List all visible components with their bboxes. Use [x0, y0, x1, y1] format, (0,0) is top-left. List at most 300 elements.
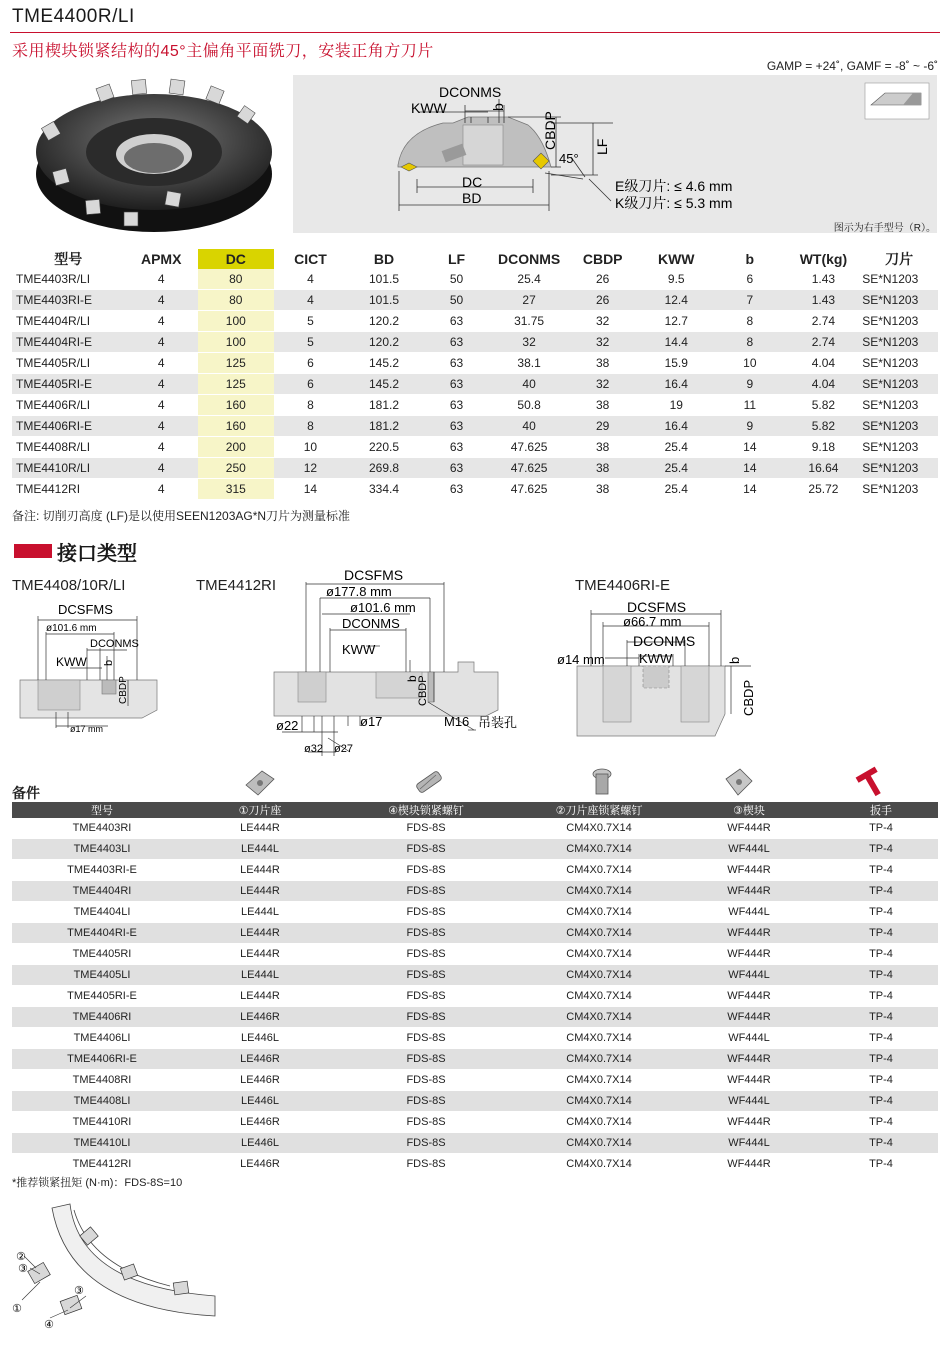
spec-cell: 50 [421, 269, 493, 290]
spec-cell: 50 [421, 290, 493, 311]
spares-table-row [12, 1112, 938, 1133]
interface-section-title: 接口类型 [57, 543, 137, 565]
spec-cell: 12 [274, 458, 348, 479]
page-title: TME4400R/LI [12, 6, 135, 27]
interface-label-2: TME4412RI [196, 577, 277, 594]
spares-cell: WF444L [674, 1091, 824, 1112]
spec-table-row [12, 395, 938, 416]
spec-cell: 26 [566, 269, 640, 290]
spec-cell: 63 [421, 416, 493, 437]
spec-model-cell: TME4405RI-E [12, 374, 124, 395]
spec-cell: 80 [198, 269, 274, 290]
spec-cell: 11 [713, 395, 787, 416]
insert-seat-icon [240, 765, 280, 799]
spec-cell: 4 [124, 332, 198, 353]
label-bd: BD [462, 190, 482, 206]
spec-cell: 63 [421, 458, 493, 479]
interface-label-1: TME4408/10R/LI [12, 577, 126, 594]
spec-cell: 5 [274, 332, 348, 353]
spec-cell: 29 [566, 416, 640, 437]
spec-cell: 31.75 [492, 311, 566, 332]
spares-cell: LE446R [192, 1112, 328, 1133]
if2-lift-hole: 吊装孔 [478, 715, 518, 730]
spec-cell: 14 [274, 479, 348, 500]
spares-table-row [12, 986, 938, 1007]
spares-col-wrench: 扳手 [824, 802, 938, 818]
spec-cell: SE*N1203 [860, 311, 938, 332]
spec-cell: 47.625 [492, 437, 566, 458]
spec-table-row [12, 437, 938, 458]
spec-cell: 4.04 [787, 374, 861, 395]
spares-table-header [12, 802, 938, 818]
spec-cell: 16.64 [787, 458, 861, 479]
spares-cell: LE444R [192, 944, 328, 965]
torque-remark: *推荐锁紧扭矩 (N·m)：FDS-8S=10 [12, 1177, 183, 1189]
if3-cbdp: CBDP [741, 679, 756, 716]
spares-model-cell: TME4412RI [12, 1154, 192, 1175]
spec-cell: 16.4 [639, 416, 713, 437]
col-kww: KWW [657, 251, 695, 267]
spec-cell: 63 [421, 437, 493, 458]
spares-model-cell: TME4405RI [12, 944, 192, 965]
seat-screw-icon [580, 765, 620, 799]
spares-table-row [12, 1133, 938, 1154]
spec-cell: 9.5 [639, 269, 713, 290]
spares-cell: TP-4 [824, 1007, 938, 1028]
spec-cell: SE*N1203 [860, 416, 938, 437]
spec-cell: SE*N1203 [860, 437, 938, 458]
spares-table-row [12, 860, 938, 881]
spares-cell: FDS-8S [328, 902, 524, 923]
spec-cell: 38 [566, 395, 640, 416]
spec-cell: 4 [124, 290, 198, 311]
if2-d22: ø22 [276, 718, 299, 733]
spares-table-row [12, 839, 938, 860]
spares-cell: LE446R [192, 1070, 328, 1091]
spares-cell: CM4X0.7X14 [524, 881, 674, 902]
if2-b: b [405, 675, 419, 682]
spec-cell: 8 [713, 311, 787, 332]
if3-d14: ø14 mm [557, 652, 605, 667]
spec-model-cell: TME4405R/LI [12, 353, 124, 374]
col-dc: DC [198, 249, 274, 269]
spec-cell: 9 [713, 416, 787, 437]
spec-cell: 101.5 [347, 269, 421, 290]
spec-model-cell: TME4406R/LI [12, 395, 124, 416]
spec-cell: 14.4 [639, 332, 713, 353]
spares-cell: CM4X0.7X14 [524, 860, 674, 881]
spec-cell: 4 [274, 290, 348, 311]
if1-dconms: DCONMS [90, 638, 139, 650]
spec-table [12, 249, 938, 500]
spares-cell: WF444R [674, 1112, 824, 1133]
spares-table-row [12, 1091, 938, 1112]
spares-cell: WF444L [674, 965, 824, 986]
spares-cell: FDS-8S [328, 818, 524, 839]
spec-cell: 120.2 [347, 332, 421, 353]
spares-cell: FDS-8S [328, 1112, 524, 1133]
label-dconms: DCONMS [439, 84, 502, 100]
spares-table-row [12, 1154, 938, 1175]
col-bd: BD [373, 251, 395, 267]
spec-table-row [12, 332, 938, 353]
if1-kww: KWW [56, 655, 87, 669]
spec-cell: 100 [198, 311, 274, 332]
spec-table-row [12, 269, 938, 290]
spares-cell: CM4X0.7X14 [524, 1007, 674, 1028]
spares-model-cell: TME4403RI-E [12, 860, 192, 881]
assembly-label-3: ③ [18, 1263, 28, 1275]
if1-dcsfms: DCSFMS [58, 602, 113, 617]
if3-d66: ø66.7 mm [623, 614, 682, 629]
spec-cell: 4 [124, 479, 198, 500]
spec-cell: 125 [198, 353, 274, 374]
spares-model-cell: TME4404RI [12, 881, 192, 902]
spares-cell: TP-4 [824, 839, 938, 860]
if2-d101: ø101.6 mm [350, 600, 416, 615]
spares-cell: WF444R [674, 1049, 824, 1070]
spec-model-cell: TME4408R/LI [12, 437, 124, 458]
spares-cell: CM4X0.7X14 [524, 839, 674, 860]
if3-dconms: DCONMS [633, 633, 696, 649]
spares-model-cell: TME4410RI [12, 1112, 192, 1133]
spares-cell: FDS-8S [328, 1028, 524, 1049]
col-cbdp: CBDP [582, 251, 623, 267]
if2-d17: ø17 [360, 714, 383, 729]
if3-b: b [727, 656, 742, 664]
spec-cell: 80 [198, 290, 274, 311]
spares-model-cell: TME4404LI [12, 902, 192, 923]
spec-cell: 10 [713, 353, 787, 374]
spares-cell: TP-4 [824, 986, 938, 1007]
section-marker [14, 544, 52, 558]
spec-cell: 38 [566, 458, 640, 479]
spec-cell: 160 [198, 416, 274, 437]
spares-table-row [12, 1070, 938, 1091]
spares-col-model: 型号 [12, 802, 192, 818]
spec-cell: SE*N1203 [860, 290, 938, 311]
spec-cell: 14 [713, 479, 787, 500]
spec-cell: 40 [492, 416, 566, 437]
spec-table-row [12, 416, 938, 437]
spec-cell: 4 [124, 458, 198, 479]
spec-cell: 38 [566, 353, 640, 374]
spec-cell: 120.2 [347, 311, 421, 332]
spares-cell: TP-4 [824, 860, 938, 881]
spec-table-row [12, 290, 938, 311]
spec-cell: 4 [124, 374, 198, 395]
spares-cell: FDS-8S [328, 944, 524, 965]
spec-model-cell: TME4406RI-E [12, 416, 124, 437]
if2-d177: ø177.8 mm [326, 584, 392, 599]
spares-cell: LE446R [192, 1007, 328, 1028]
spares-cell: CM4X0.7X14 [524, 1070, 674, 1091]
spares-model-cell: TME4406LI [12, 1028, 192, 1049]
cutter-photo [14, 74, 282, 238]
spec-cell: 5 [274, 311, 348, 332]
spec-cell: 47.625 [492, 479, 566, 500]
spares-cell: CM4X0.7X14 [524, 923, 674, 944]
spares-table-row [12, 881, 938, 902]
spares-model-cell: TME4403RI [12, 818, 192, 839]
spec-cell: 25.4 [639, 479, 713, 500]
spares-cell: FDS-8S [328, 839, 524, 860]
spec-cell: 1.43 [787, 290, 861, 311]
label-dc: DC [462, 174, 483, 190]
spec-cell: 6 [274, 374, 348, 395]
spec-cell: 7 [713, 290, 787, 311]
spec-cell: 38.1 [492, 353, 566, 374]
spec-cell: 14 [713, 437, 787, 458]
assembly-label-4: ④ [44, 1319, 54, 1331]
spares-cell: LE446L [192, 1091, 328, 1112]
spares-cell: CM4X0.7X14 [524, 1091, 674, 1112]
col-model: 型号 [54, 251, 83, 267]
spares-cell: TP-4 [824, 902, 938, 923]
spares-model-cell: TME4408LI [12, 1091, 192, 1112]
spec-cell: 63 [421, 374, 493, 395]
spares-cell: CM4X0.7X14 [524, 986, 674, 1007]
interface-label-3: TME4406RI-E [575, 577, 671, 594]
interface-drawing-1 [12, 600, 167, 740]
spec-cell: 160 [198, 395, 274, 416]
spares-cell: TP-4 [824, 944, 938, 965]
spares-cell: FDS-8S [328, 1091, 524, 1112]
spec-cell: 145.2 [347, 353, 421, 374]
spec-cell: 10 [274, 437, 348, 458]
spec-table-row [12, 353, 938, 374]
col-insert: 刀片 [885, 251, 914, 267]
spares-cell: CM4X0.7X14 [524, 1154, 674, 1175]
label-e-insert: E级刀片: ≤ 4.6 mm [615, 178, 733, 194]
spares-col-wedge-screw: ④楔块锁紧螺钉 [328, 802, 524, 818]
if1-d17: ø17 mm [70, 724, 104, 734]
spares-cell: LE446R [192, 1154, 328, 1175]
spares-col-seat-screw: ②刀片座锁紧螺钉 [524, 802, 674, 818]
spares-col-seat: ①刀片座 [192, 802, 328, 818]
spec-cell: SE*N1203 [860, 353, 938, 374]
spares-cell: LE444R [192, 986, 328, 1007]
spec-model-cell: TME4403RI-E [12, 290, 124, 311]
spares-cell: FDS-8S [328, 1007, 524, 1028]
spec-cell: SE*N1203 [860, 269, 938, 290]
spares-cell: WF444L [674, 1133, 824, 1154]
spares-cell: TP-4 [824, 1028, 938, 1049]
col-lf: LF [447, 251, 466, 267]
spares-cell: CM4X0.7X14 [524, 1049, 674, 1070]
spares-cell: CM4X0.7X14 [524, 1133, 674, 1154]
spec-cell: 38 [566, 437, 640, 458]
col-b: b [745, 251, 755, 267]
col-dconms: DCONMS [497, 251, 561, 267]
spec-cell: 8 [274, 395, 348, 416]
spares-table-row [12, 902, 938, 923]
spec-cell: 16.4 [639, 374, 713, 395]
spec-table-row [12, 458, 938, 479]
wedge-icon [718, 765, 758, 799]
spec-cell: 25.4 [639, 458, 713, 479]
spec-cell: 4 [124, 395, 198, 416]
spares-table-row [12, 1028, 938, 1049]
spares-table-row [12, 1049, 938, 1070]
interface-drawing-2 [268, 566, 538, 762]
spec-cell: 32 [566, 374, 640, 395]
wrench-icon [852, 764, 892, 800]
spares-cell: FDS-8S [328, 1070, 524, 1091]
label-b: b [490, 103, 506, 111]
spares-col-wedge: ③楔块 [674, 802, 824, 818]
interface-drawing-3 [555, 596, 770, 742]
spares-cell: WF444R [674, 860, 824, 881]
if2-d32: ø32 [304, 743, 323, 755]
spec-model-cell: TME4404RI-E [12, 332, 124, 353]
spares-cell: WF444L [674, 839, 824, 860]
spec-cell: 2.74 [787, 311, 861, 332]
spec-cell: 25.4 [639, 437, 713, 458]
spares-model-cell: TME4403LI [12, 839, 192, 860]
spec-cell: 26 [566, 290, 640, 311]
spares-model-cell: TME4410LI [12, 1133, 192, 1154]
spares-cell: TP-4 [824, 965, 938, 986]
col-apmx: APMX [140, 251, 182, 267]
spares-cell: FDS-8S [328, 965, 524, 986]
spares-cell: LE444L [192, 902, 328, 923]
spares-model-cell: TME4405RI-E [12, 986, 192, 1007]
spec-cell: 4.04 [787, 353, 861, 374]
if2-dconms: DCONMS [342, 616, 400, 631]
lf-remark: 备注: 切削刃高度 (LF)是以使用SEEN1203AG*N刀片为测量标准 [12, 509, 351, 523]
spares-cell: WF444R [674, 881, 824, 902]
spec-cell: SE*N1203 [860, 395, 938, 416]
spares-cell: FDS-8S [328, 860, 524, 881]
dimension-drawing [293, 75, 937, 233]
col-cict: CICT [294, 251, 327, 267]
spec-cell: 269.8 [347, 458, 421, 479]
spares-cell: TP-4 [824, 818, 938, 839]
spares-cell: LE444L [192, 839, 328, 860]
spares-cell: TP-4 [824, 1133, 938, 1154]
spec-cell: 250 [198, 458, 274, 479]
spares-table-row [12, 965, 938, 986]
spares-table-row [12, 944, 938, 965]
spec-cell: 32 [566, 311, 640, 332]
spec-cell: 63 [421, 479, 493, 500]
spec-cell: 63 [421, 332, 493, 353]
spec-cell: SE*N1203 [860, 458, 938, 479]
spares-cell: TP-4 [824, 923, 938, 944]
spec-table-row [12, 479, 938, 500]
spares-cell: WF444R [674, 986, 824, 1007]
label-lf: LF [594, 138, 610, 155]
spares-cell: LE444R [192, 923, 328, 944]
if2-kww: KWW [342, 642, 376, 657]
assembly-drawing [10, 1196, 225, 1336]
spares-cell: TP-4 [824, 1154, 938, 1175]
label-kww: KWW [411, 100, 447, 116]
spares-model-cell: TME4404RI-E [12, 923, 192, 944]
spec-cell: 12.7 [639, 311, 713, 332]
spec-cell: 220.5 [347, 437, 421, 458]
spec-model-cell: TME4410R/LI [12, 458, 124, 479]
spec-cell: 25.72 [787, 479, 861, 500]
spares-cell: CM4X0.7X14 [524, 965, 674, 986]
spec-model-cell: TME4404R/LI [12, 311, 124, 332]
spec-cell: 9.18 [787, 437, 861, 458]
spec-cell: 9 [713, 374, 787, 395]
spec-table-header [12, 249, 938, 269]
gamp-spec: GAMP = +24˚, GAMF = -8˚ ~ -6˚ [766, 59, 938, 73]
spares-table-row [12, 818, 938, 839]
spares-cell: WF444R [674, 1070, 824, 1091]
spec-cell: SE*N1203 [860, 374, 938, 395]
spec-cell: 4 [124, 353, 198, 374]
spec-model-cell: TME4403R/LI [12, 269, 124, 290]
spares-cell: WF444R [674, 1154, 824, 1175]
spec-cell: 181.2 [347, 395, 421, 416]
spares-cell: WF444R [674, 818, 824, 839]
assembly-label-2: ② [16, 1251, 26, 1263]
if1-d101: ø101.6 mm [46, 623, 97, 634]
spares-cell: LE446R [192, 1049, 328, 1070]
title-divider [10, 32, 940, 33]
spares-cell: FDS-8S [328, 1133, 524, 1154]
spec-cell: 181.2 [347, 416, 421, 437]
spec-cell: 125 [198, 374, 274, 395]
assembly-label-3b: ③ [74, 1285, 84, 1297]
spares-cell: FDS-8S [328, 1049, 524, 1070]
spec-cell: 200 [198, 437, 274, 458]
spares-cell: CM4X0.7X14 [524, 944, 674, 965]
if2-m16: M16 [444, 714, 470, 729]
spares-cell: TP-4 [824, 1091, 938, 1112]
spares-title: 备件 [12, 785, 40, 801]
spares-table-row [12, 923, 938, 944]
spec-cell: 25.4 [492, 269, 566, 290]
spares-cell: FDS-8S [328, 923, 524, 944]
spec-table-row [12, 311, 938, 332]
spares-cell: WF444R [674, 1007, 824, 1028]
spec-cell: 63 [421, 311, 493, 332]
spares-cell: WF444L [674, 1028, 824, 1049]
spec-cell: 315 [198, 479, 274, 500]
spares-cell: CM4X0.7X14 [524, 818, 674, 839]
spec-cell: 63 [421, 353, 493, 374]
if1-b: b [103, 659, 115, 666]
spec-cell: 4 [124, 311, 198, 332]
spec-cell: 63 [421, 395, 493, 416]
if2-d27: ø27 [334, 743, 353, 755]
spec-table-row [12, 374, 938, 395]
spares-cell: CM4X0.7X14 [524, 1112, 674, 1133]
spec-cell: 100 [198, 332, 274, 353]
spares-model-cell: TME4408RI [12, 1070, 192, 1091]
spec-cell: 8 [274, 416, 348, 437]
spares-cell: FDS-8S [328, 881, 524, 902]
spec-cell: 145.2 [347, 374, 421, 395]
spares-cell: WF444R [674, 923, 824, 944]
spec-cell: 38 [566, 479, 640, 500]
spec-cell: 19 [639, 395, 713, 416]
if2-cbdp: CBDP [417, 675, 429, 706]
spares-cell: TP-4 [824, 1070, 938, 1091]
assembly-label-1: ① [12, 1303, 22, 1315]
spares-table [12, 802, 938, 1175]
spares-cell: TP-4 [824, 1049, 938, 1070]
spec-cell: 6 [274, 353, 348, 374]
spec-cell: 12.4 [639, 290, 713, 311]
spec-cell: 1.43 [787, 269, 861, 290]
spec-cell: 5.82 [787, 416, 861, 437]
